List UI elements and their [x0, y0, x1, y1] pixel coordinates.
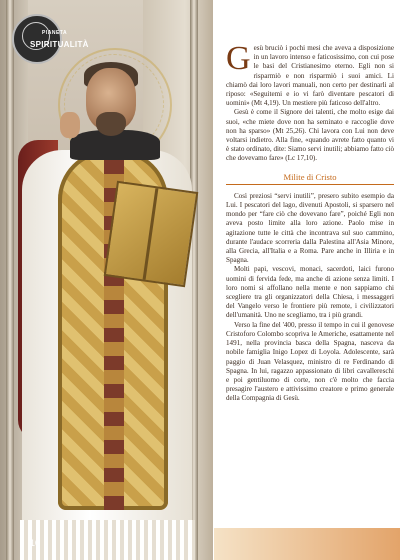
decorative-bottom-bar	[214, 528, 400, 560]
article-intro-text: esù bruciò i pochi mesi che aveva a disposizione in un lavoro intenso e faticosissimo, con cui pose le basi del Cristianesimo eterno. Egli non si risparmiò e non risparmiò i suoi amici. Li chiamò dai loro lavori manuali, non certo per destinarli al riposo: «Seguitemi e io vi farò diventare pescatori di uomini» (Mt 4,19). Un mestiere più faticoso dell'altro.	[226, 44, 394, 108]
logo-main-text: SPIRITUALITÀ	[30, 40, 89, 49]
logo-top-text: PIANETA	[42, 30, 68, 36]
magazine-logo	[12, 14, 96, 60]
section-heading: Milite di Cristo	[226, 173, 394, 185]
statue-hem	[20, 520, 195, 560]
article-paragraph-5: Verso la fine del '400, presso il tempo in cui il genovese Cristoforo Colombo scopriva le Americhe, esattamente nel 1491, nella provincia basca della Spagna, nasceva da nobile famiglia Inigo Lopez di Loyola. Adolescente, sarà paggio di Juan Velasquez, ministro di re Ferdinando di Spagna. In lui, ragazzo appassionato di libri cavallereschi e poi gentiluomo di corte, non c'è molto che faccia presagire l'austero e attivissimo creatore e primo generale della Compagnia di Gesù.	[226, 320, 394, 403]
statue-beard	[96, 112, 126, 136]
page-number: 10	[30, 538, 41, 548]
background-column	[6, 0, 14, 560]
drop-cap: G	[226, 40, 251, 77]
article-paragraph-2: Gesù è come il Signore dei talenti, che molto esige dai suoi, «che miete dove non ha seminato e raccoglie dove non ha sparso» (Mt 25,26). Chi lavora con Lui non deve voltarsi indietro. Alla fine, «quando avrete fatto quanto vi è stato ordinato, dite: Siamo servi inutili; abbiamo fatto ciò che dovevamo fare» (Lc 17,10).	[226, 108, 394, 163]
article-paragraph-1	[226, 40, 394, 108]
article-body	[226, 40, 394, 404]
article-paragraph-3: Così preziosi “servi inutili”, presero subito esempio da Lui. I pescatori del lago, divenuti Apostoli, si sparsero nel mondo per “fare ciò che dovevano fare”, poiché Egli non aveva posto limite alla loro azione. Paolo mise in agitazione tutte le città che incontrava sul suo cammino, durante l'audace scorreria dalla Palestina all'Asia Minore, alla Grecia, all'Italia e a Roma. Pare anche in Illiria e in Spagna.	[226, 191, 394, 265]
statue-book	[104, 181, 199, 287]
statue-hand	[60, 112, 80, 138]
article-paragraph-4: Molti papi, vescovi, monaci, sacerdoti, laici furono uomini di fervida fede, ma anche di azione senza limiti. I loro nomi si affollano nella mente e non sappiamo chi scegliere tra gli organizzatori della Chiesa, i messaggeri del Vangelo verso le frontiere più remote, i civilizzatori dell'umanità. Uno ne scegliamo, tra i più grandi.	[226, 265, 394, 320]
